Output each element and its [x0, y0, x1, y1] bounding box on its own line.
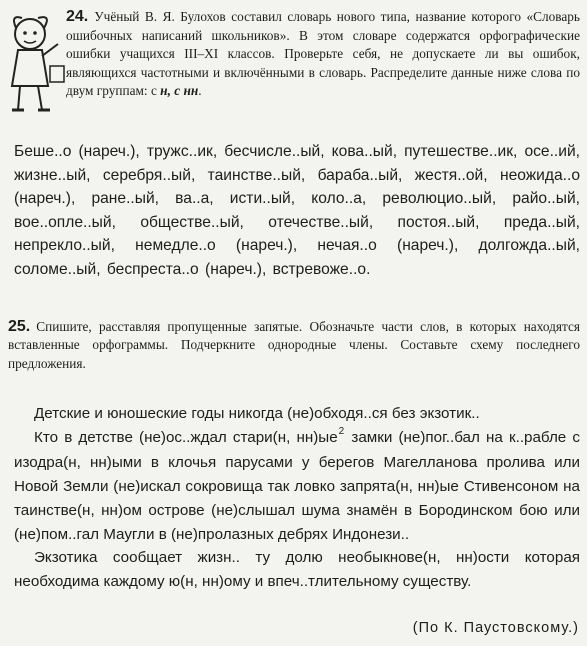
exercise-25: [6, 318, 580, 373]
author-attribution: (По К. Паустовскому.): [412, 620, 579, 636]
schoolgirl-icon: [8, 4, 70, 120]
exercise-25-instruction: [6, 318, 580, 373]
exercise-24-word-list: Беше..о (нареч.), тружс..ик, бесчисле..ый, кова..ый, путешестве..ик, осе..ий, жизне..ый, серебря..ый, таинстве..ый, бараба..ый, жестя..ой, неожида..о (нареч.), ране..ый, ва..а, исти..ый, коло..а, революцио..ый, райо..ый, вое..опле..ый, обществе..ый, отечестве..ый, постоя..ый, преда..ый, непрекло..ый, немедле..о (нареч.), нечая..о (нареч.), долгожда..ый, соломе..ый, беспреста..о (нареч.), встревоже..о.: [14, 143, 580, 278]
exercise-number: 25.: [8, 318, 31, 335]
exercise-24-instruction: [66, 8, 580, 101]
superscript-mark: 2: [338, 425, 345, 437]
exercise-number: 24.: [66, 8, 89, 25]
group-separator: , с: [167, 83, 184, 98]
exercise-25-text: [14, 402, 580, 594]
paragraph: Детские и юношеские годы никогда (не)обходя..ся без экзотик..: [34, 405, 480, 422]
paragraph: Экзотика сообщает жизн.. ту долю необыкнове(н, нн)ости которая необходима каждому ю(н, нн)ому и впеч..тлительному существу.: [14, 549, 580, 590]
instruction-text: Спишите, расставляя пропущенные запятые. Обозначьте части слов, в которых находятся вставленные орфограммы. Подчеркните однородные члены. Составьте схему последнего предложения.: [8, 319, 580, 371]
group-label: нн: [183, 83, 199, 98]
group-label: н: [160, 83, 168, 98]
paragraph: [14, 426, 580, 547]
sentence-end: .: [198, 83, 202, 98]
instruction-text: Учёный В. Я. Булохов составил словарь нового типа, название которого «Словарь ошибочных написаний школьников». В этом словаре содержатся орфографические ошибки учащихся III–XI классов. Проверьте себя, не допускаете ли вы ошибок, являющихся частотными и включёнными в словарь. Распределите данные ниже слова по двум группам: с: [66, 9, 580, 98]
paragraph-part: Кто в детстве (не)ос..ждал стари(н, нн)ые: [34, 428, 338, 446]
paragraph-part: замки (не)пог..бал на к..рабле с изодра(н, нн)ыми в клочья парусами у берегов Магелланова пролива или Новой Земли (не)искал сокровища так ловко запрята(н, нн)ые Стивенсоном на таинстве(н, нн)ом острове (не)слышал шума знамён в Бородинском бою или (не)пом..гал Маугли в (не)пролазных дебрях Индонези..: [14, 428, 580, 543]
